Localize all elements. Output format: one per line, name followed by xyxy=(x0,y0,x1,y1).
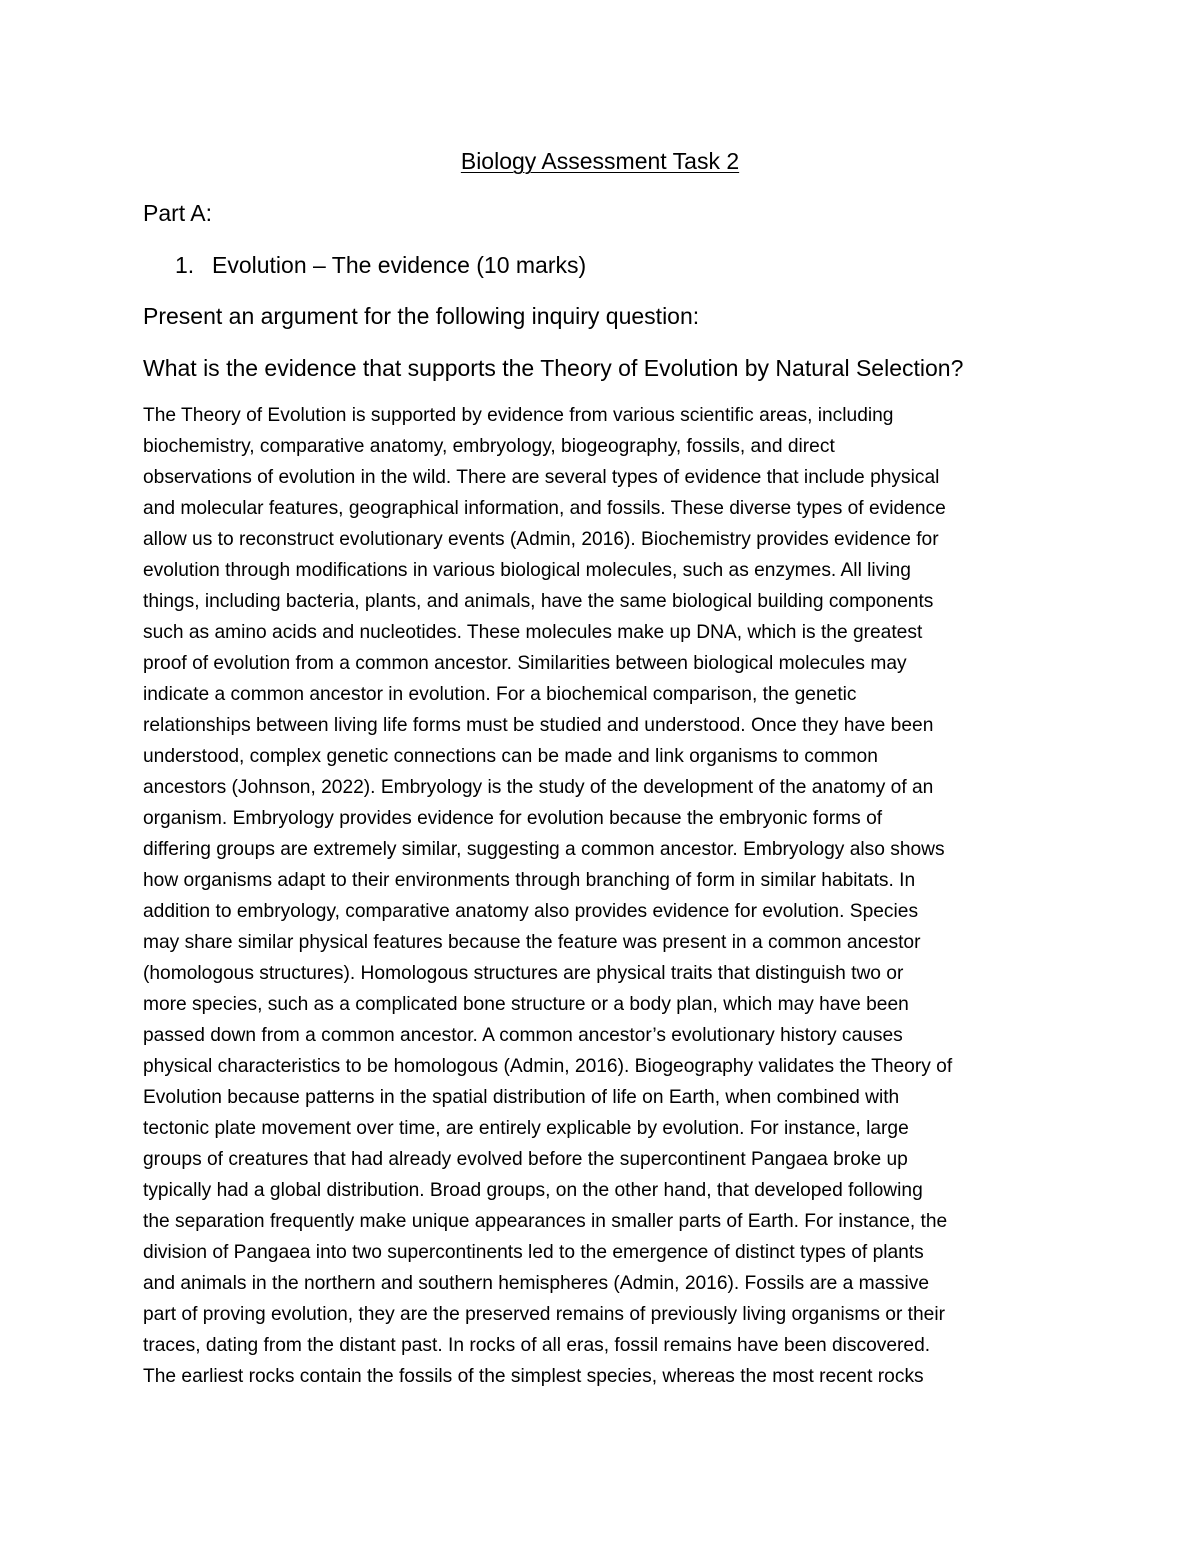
body-line: relationships between living life forms must be studied and understood. Once they have been xyxy=(143,715,934,736)
body-line: groups of creatures that had already evolved before the supercontinent Pangaea broke up xyxy=(143,1149,908,1170)
body-line: biochemistry, comparative anatomy, embryology, biogeography, fossils, and direct xyxy=(143,436,835,457)
body-line: indicate a common ancestor in evolution. For a biochemical comparison, the genetic xyxy=(143,684,857,705)
body-line: tectonic plate movement over time, are entirely explicable by evolution. For instance, large xyxy=(143,1118,909,1139)
prompt-instruction: Present an argument for the following inquiry question: xyxy=(143,303,700,329)
body-line: addition to embryology, comparative anatomy also provides evidence for evolution. Species xyxy=(143,901,919,922)
inquiry-question: What is the evidence that supports the Theory of Evolution by Natural Selection? xyxy=(143,355,964,381)
body-line: allow us to reconstruct evolutionary events (Admin, 2016). Biochemistry provides evidence for xyxy=(143,529,939,550)
list-item-text: Evolution – The evidence (10 marks) xyxy=(212,252,587,278)
body-line: traces, dating from the distant past. In rocks of all eras, fossil remains have been discovered. xyxy=(143,1335,931,1356)
body-line: ancestors (Johnson, 2022). Embryology is the study of the development of the anatomy of an xyxy=(143,777,934,798)
body-line: differing groups are extremely similar, suggesting a common ancestor. Embryology also shows xyxy=(143,839,945,860)
body-line: typically had a global distribution. Broad groups, on the other hand, that developed following xyxy=(143,1180,923,1201)
body-line: and animals in the northern and southern hemispheres (Admin, 2016). Fossils are a massive xyxy=(143,1273,930,1294)
body-line: the separation frequently make unique appearances in smaller parts of Earth. For instance, the xyxy=(143,1211,948,1232)
part-heading: Part A: xyxy=(143,200,213,226)
body-line: may share similar physical features because the feature was present in a common ancestor xyxy=(143,932,921,953)
list-item-evolution xyxy=(175,250,586,280)
body-line: understood, complex genetic connections can be made and link organisms to common xyxy=(143,746,878,767)
body-line: evolution through modifications in various biological molecules, such as enzymes. All living xyxy=(143,560,911,581)
body-line: organism. Embryology provides evidence for evolution because the embryonic forms of xyxy=(143,808,883,829)
body-line: part of proving evolution, they are the preserved remains of previously living organisms or their xyxy=(143,1304,946,1325)
document-title: Biology Assessment Task 2 xyxy=(460,148,740,174)
body-line: proof of evolution from a common ancestor. Similarities between biological molecules may xyxy=(143,653,907,674)
body-line: The earliest rocks contain the fossils of the simplest species, whereas the most recent rocks xyxy=(143,1366,924,1387)
body-line: Evolution because patterns in the spatial distribution of life on Earth, when combined with xyxy=(143,1087,900,1108)
body-line: more species, such as a complicated bone structure or a body plan, which may have been xyxy=(143,994,909,1015)
body-line: such as amino acids and nucleotides. These molecules make up DNA, which is the greatest xyxy=(143,622,923,643)
list-item-number: 1. xyxy=(175,252,195,278)
body-line: observations of evolution in the wild. There are several types of evidence that include physical xyxy=(143,467,940,488)
body-line: physical characteristics to be homologous (Admin, 2016). Biogeography validates the Theory of xyxy=(143,1056,953,1077)
body-line: passed down from a common ancestor. A common ancestor’s evolutionary history causes xyxy=(143,1025,903,1046)
body-line: and molecular features, geographical information, and fossils. These diverse types of evidence xyxy=(143,498,946,519)
body-paragraph xyxy=(143,400,1063,1392)
body-line: things, including bacteria, plants, and animals, have the same biological building components xyxy=(143,591,934,612)
body-line: (homologous structures). Homologous structures are physical traits that distinguish two or xyxy=(143,963,904,984)
body-line: division of Pangaea into two supercontinents led to the emergence of distinct types of plants xyxy=(143,1242,924,1263)
body-line: how organisms adapt to their environments through branching of form in similar habitats. In xyxy=(143,870,916,891)
body-line: The Theory of Evolution is supported by evidence from various scientific areas, including xyxy=(143,405,894,426)
